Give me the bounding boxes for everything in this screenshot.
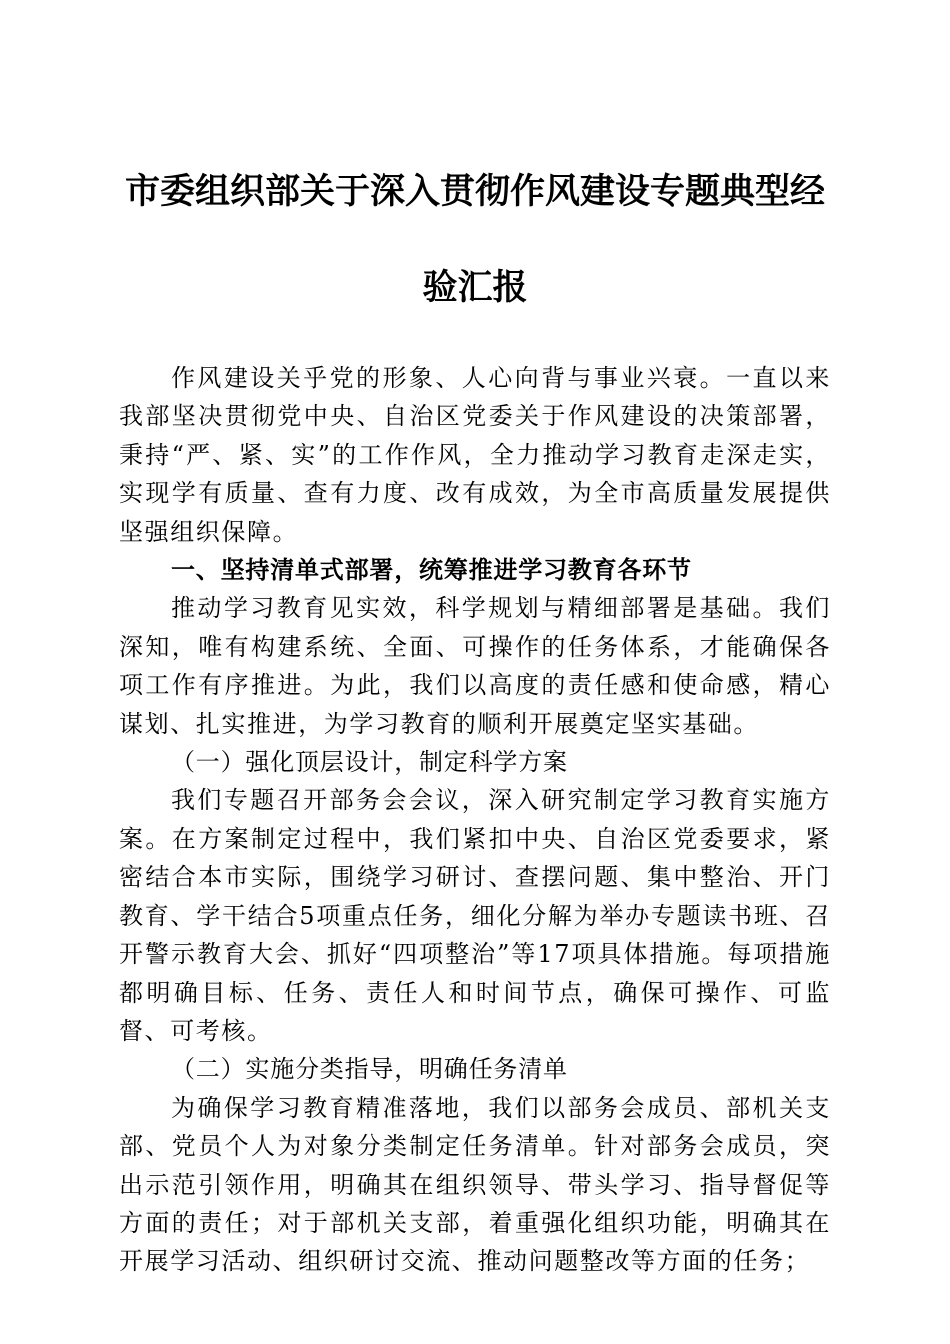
subsection-heading-1: （一）强化顶层设计，制定科学方案 <box>171 748 568 777</box>
document-title-line-1: 市委组织部关于深入贯彻作风建设专题典型经 <box>124 172 825 212</box>
section-heading-1: 一、坚持清单式部署，统筹推进学习教育各环节 <box>171 556 692 585</box>
subsection-heading-2: （二）实施分类指导，明确任务清单 <box>171 1055 568 1084</box>
section-1-paragraph: 推动学习教育见实效，科学规划与精细部署是基础。我们深知，唯有构建系统、全面、可操作的任务体系，才能确保各项工作有序推进。为此，我们以高度的责任感和使命感，精心谋划、扎实推进，为学习教育的顺利开展奠定坚实基础。 <box>119 594 831 738</box>
subsection-1-paragraph: 我们专题召开部务会会议，深入研究制定学习教育实施方案。在方案制定过程中，我们紧扣中央、自治区党委要求，紧密结合本市实际，围绕学习研讨、查摆问题、集中整治、开门教育、学干结合5项重点任务，细化分解为举办专题读书班、召开警示教育大会、抓好“四项整治”等17项具体措施。每项措施都明确目标、任务、责任人和时间节点，确保可操作、可监督、可考核。 <box>119 786 831 1045</box>
intro-paragraph: 作风建设关乎党的形象、人心向背与事业兴衰。一直以来我部坚决贯彻党中央、自治区党委关于作风建设的决策部署，秉持“严、紧、实”的工作作风，全力推动学习教育走深走实，实现学有质量、查有力度、改有成效，为全市高质量发展提供坚强组织保障。 <box>119 364 831 546</box>
subsection-2-paragraph: 为确保学习教育精准落地，我们以部务会成员、部机关支部、党员个人为对象分类制定任务清单。针对部务会成员，突出示范引领作用，明确其在组织领导、带头学习、指导督促等方面的责任；对于部机关支部，着重强化组织功能，明确其在开展学习活动、组织研讨交流、推动问题整改等方面的任务； <box>119 1093 831 1276</box>
document-body <box>119 359 831 1281</box>
document-title-line-2: 验汇报 <box>422 268 528 308</box>
